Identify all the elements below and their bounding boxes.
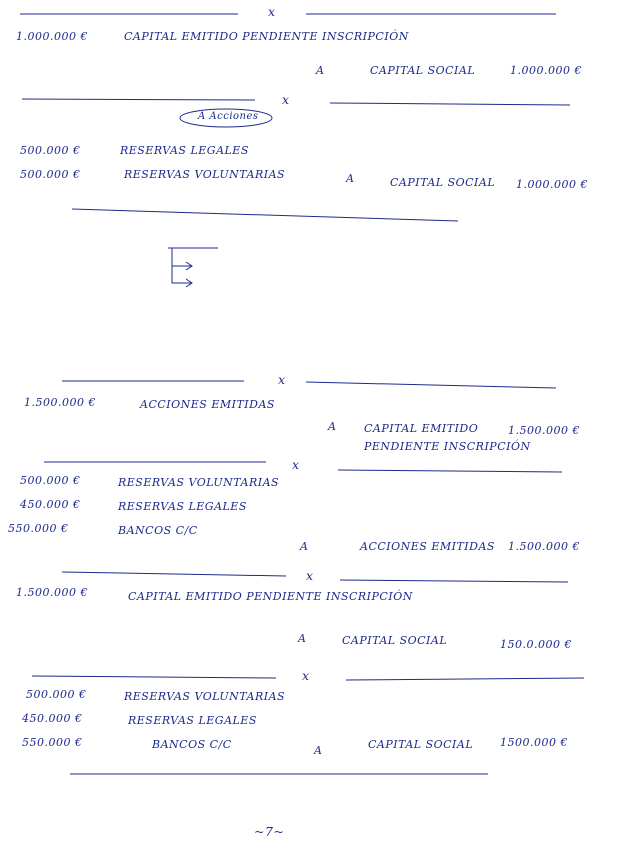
credit-account: CAPITAL SOCIAL: [342, 634, 448, 647]
credit-amount: 1500.000 €: [500, 736, 568, 749]
debit-amount: 500.000 €: [20, 474, 81, 487]
credit-amount: 1.500.000 €: [508, 424, 580, 437]
page-number: ~7~: [254, 824, 285, 839]
debit-account: RESERVAS LEGALES: [118, 500, 247, 513]
separator-line: [32, 676, 276, 678]
separator-line: [306, 382, 556, 388]
separator-line: [72, 209, 458, 221]
debit-account: RESERVAS VOLUNTARIAS: [124, 168, 286, 181]
separator-x: x: [302, 668, 310, 683]
separator-x: x: [282, 92, 290, 107]
separator-x: x: [278, 372, 286, 387]
credit-account: CAPITAL EMITIDO: [364, 422, 479, 435]
debit-amount: 450.000 €: [22, 712, 83, 725]
a-connector: A: [300, 540, 309, 553]
separator-line: [330, 103, 570, 105]
credit-account: CAPITAL SOCIAL: [368, 738, 474, 751]
debit-account: CAPITAL EMITIDO PENDIENTE INSCRIPCIÓN: [124, 30, 409, 43]
note-text: A Acciones: [198, 111, 259, 122]
debit-amount: 450.000 €: [20, 498, 81, 511]
debit-amount: 500.000 €: [26, 688, 87, 701]
a-connector: A: [346, 172, 355, 185]
separator-x: x: [306, 568, 314, 583]
debit-amount: 1.000.000 €: [16, 30, 88, 43]
credit-account: CAPITAL SOCIAL: [370, 64, 476, 77]
debit-amount: 1.500.000 €: [24, 396, 96, 409]
credit-amount: 1.000.000 €: [516, 178, 588, 191]
credit-account: ACCIONES EMITIDAS: [360, 540, 495, 553]
tree-branch: [172, 248, 192, 266]
debit-account: BANCOS C/C: [152, 738, 232, 751]
separator-line: [62, 572, 286, 576]
separator-x: x: [268, 4, 276, 19]
debit-account: CAPITAL EMITIDO PENDIENTE INSCRIPCIÓN: [128, 590, 413, 603]
credit-amount: 150.0.000 €: [500, 638, 572, 651]
debit-account: RESERVAS LEGALES: [128, 714, 257, 727]
a-connector: A: [298, 632, 307, 645]
debit-account: ACCIONES EMITIDAS: [140, 398, 275, 411]
debit-amount: 550.000 €: [22, 736, 83, 749]
debit-amount: 500.000 €: [20, 168, 81, 181]
separator-line: [346, 678, 584, 680]
debit-account: RESERVAS VOLUNTARIAS: [118, 476, 280, 489]
credit-account: CAPITAL SOCIAL: [390, 176, 496, 189]
debit-amount: 1.500.000 €: [16, 586, 88, 599]
separator-line: [22, 99, 255, 100]
a-connector: A: [314, 744, 323, 757]
credit-amount: 1.500.000 €: [508, 540, 580, 553]
debit-account: RESERVAS VOLUNTARIAS: [124, 690, 286, 703]
debit-amount: 500.000 €: [20, 144, 81, 157]
debit-account: RESERVAS LEGALES: [120, 144, 249, 157]
separator-line: [338, 470, 562, 472]
separator-x: x: [292, 457, 300, 472]
debit-account: BANCOS C/C: [118, 524, 198, 537]
a-connector: A: [328, 420, 337, 433]
separator-line: [340, 580, 568, 582]
credit-account-cont: PENDIENTE INSCRIPCIÓN: [364, 440, 531, 453]
a-connector: A: [316, 64, 325, 77]
credit-amount: 1.000.000 €: [510, 64, 582, 77]
debit-amount: 550.000 €: [8, 522, 69, 535]
